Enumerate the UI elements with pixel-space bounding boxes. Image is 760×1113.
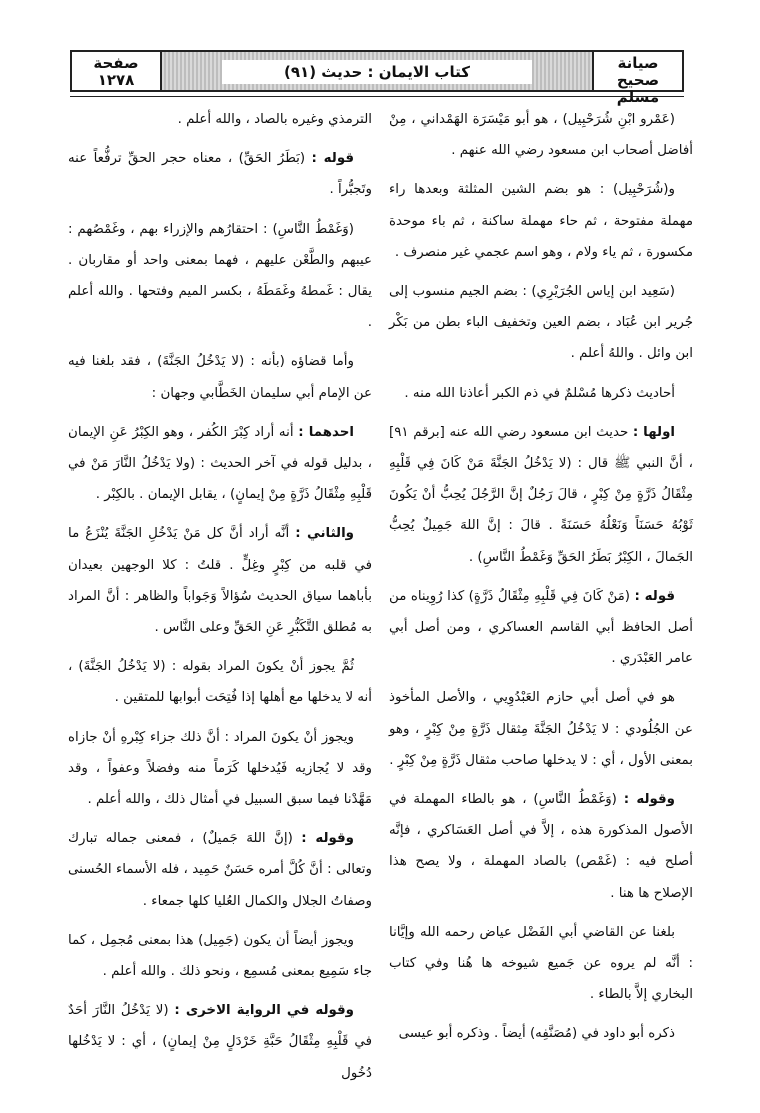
paragraph-text: ويجوز أنْ يكونَ المراد : أنَّ ذلك جزاء كِبْرهِ أنْ جازاه وقد لا يُجازيه فَيُدخلها كَرَماً منه وفضلاً وعفواً ، وقد مَهَّدْنا فيما سبق السبيل في أمثال ذلك ، والله أعلم . bbox=[68, 729, 372, 808]
paragraph bbox=[68, 346, 372, 408]
paragraph bbox=[389, 917, 693, 1011]
paragraph bbox=[389, 174, 693, 268]
book-title-line1: صيانة bbox=[617, 54, 659, 72]
paragraph bbox=[389, 1018, 693, 1049]
paragraph bbox=[68, 823, 372, 917]
paragraph bbox=[68, 518, 372, 643]
paragraph-text: حديث ابن مسعود رضي الله عنه [برقم ٩١] ، أنَّ النبي ﷺ قال : (لا يَدْخُلُ الجَنَّةَ مَنْ كَانَ فِي قَلْبِهِ مِثْقَالُ ذَرَّةٍ مِنْ كِبْرٍ ، قالَ رَجُلٌ إنَّ الرَّجُلَ يُحِبُّ أنْ يَكُونَ ثَوْبُهُ حَسَنَاً وَنَعْلُهُ حَسَنَةً . قالَ : إنَّ اللهَ جَمِيلٌ يُحِبُّ الجَمالَ ، الكِبْرُ بَطَرُ الحَقِّ وَغَمْطُ النَّاسِ) . bbox=[389, 424, 693, 565]
paragraph-lead: وقوله : bbox=[623, 792, 675, 808]
paragraph-text: بلغنا عن القاضي أبي الفَضْل عياض رحمه الله وإيَّانا : أنَّه لم يروه عن جَميع شيوخه ها هُنا وفي كتاب البخاري إلاَّ بالطاء . bbox=[389, 924, 693, 1003]
paragraph bbox=[389, 378, 693, 409]
paragraph-text: (وَغَمْطُ النَّاسِ) : احتقارُهم والإزراء بهم ، وغَمْصُهم : عيبهم والطَّعْن عليهم ، فهما بمعنى واحد أو مقاربان . يقال : غَمطهُ وغَمَطَهُ ، بكسر الميم وفتحها . والله أعلم . bbox=[68, 221, 372, 331]
paragraph-lead: وقوله : bbox=[301, 831, 355, 847]
paragraph bbox=[68, 143, 372, 205]
paragraph-text: (لا يَدْخُلُ النَّارَ أحَدٌ في قَلْبِهِ مِثْقَالُ حَبَّةِ خَرْدَلٍ مِنْ إيمانٍ) ، أي : لا يَدْخُلها دُخُول bbox=[68, 1003, 372, 1081]
paragraph-lead: وقوله في الرواية الاخرى : bbox=[174, 1003, 354, 1019]
paragraph-text: الترمذي وغيره بالصاد ، والله أعلم . bbox=[177, 112, 372, 127]
page-header bbox=[70, 50, 684, 106]
paragraph bbox=[389, 682, 693, 776]
right-column bbox=[389, 104, 693, 1058]
paragraph-text: (عَمْرو ابْنِ شُرَحْبِيل) ، هو أبو مَيْسَرَة الهَمْداني ، مِنْ أفاضل أصحاب ابن مسعود رضي الله عنهم . bbox=[389, 112, 693, 159]
paragraph bbox=[389, 784, 693, 909]
book-title-line2: صحيح مسلم bbox=[616, 71, 660, 106]
page-label: صفحة bbox=[93, 54, 139, 72]
paragraph-lead: قوله : bbox=[311, 151, 354, 167]
paragraph-text: أحاديث ذكرها مُسْلمٌ في ذم الكبر أعاذنا الله منه . bbox=[404, 385, 675, 401]
paragraph bbox=[68, 722, 372, 816]
paragraph-text: هو في أصل أبي حازم العَبْدُوِيي ، والأصل المأخوذ عن الجُلُودي : لا يَدْخُلُ الجَنَّةَ مِثقال ذَرَّةٍ مِنْ كِبْرٍ ، وهو بمعنى الأول ، أي : لا يدخلها صاحب مثقال ذَرَّةٍ مِنْ كِبْرٍ . bbox=[389, 690, 693, 768]
book-title-box bbox=[592, 50, 684, 106]
paragraph bbox=[389, 104, 693, 166]
paragraph-text: وأما قضاؤه (بأنه : (لا يَدْخُلُ الجَنَّةَ) ، فقد بلغنا فيه عن الإمام أبي سليمان الخَطَّابي وجهان : bbox=[68, 354, 372, 401]
paragraph bbox=[68, 651, 372, 713]
paragraph bbox=[68, 995, 372, 1089]
paragraph-text: أنَّه أراد أنَّ كل مَنْ يَدْخُلِ الجَنَّةَ يُنْزَعُ ما في قلبه من كِبْرٍ وغِلٍّ . قلتُ : كلا الوجهين بعيدان بأباهما سياق الحديث سُؤالاً وَجَواباً والظاهر : أنَّ المراد به مُطلق التَّكَبُّرِ عَنِ الحَقِّ وعلى النَّاس . bbox=[68, 526, 372, 636]
page-number-box bbox=[70, 50, 162, 92]
chapter-title: كتاب الايمان : حديث (٩١) bbox=[222, 60, 532, 84]
paragraph-text: (سَعِيد ابن إياس الجُرَيْرِي) : بضم الجيم منسوب إلى جُرير ابن عُبَاد ، بضم العين وتخفيف الباء بطن من بَكْر ابن وائل . واللهُ أعلم . bbox=[389, 284, 693, 362]
paragraph bbox=[68, 214, 372, 339]
page-number: ١٢٧٨ bbox=[97, 71, 135, 89]
paragraph-lead: والثاني : bbox=[295, 526, 354, 542]
paragraph-text: (وَغَمْطُ النَّاسِ) ، هو بالطاء المهملة في الأصول المذكورة هذه ، إلاَّ في أصل العَسَاكري ، فإنَّه أصلح فيه : (غَمْص) بالصاد المهملة ، ولا يصح هذا الإصلاح ها هنا . bbox=[389, 792, 693, 901]
paragraph-lead: احدهما : bbox=[298, 424, 354, 440]
paragraph-text: ويجوز أيضاً أن يكون (جَمِيل) هذا بمعنى مُجمِل ، كما جاء سَمِيع بمعنى مُسمِع ، ونحو ذلك . والله أعلم . bbox=[68, 932, 372, 980]
paragraph bbox=[389, 276, 693, 370]
paragraph-lead: اولها : bbox=[632, 424, 675, 440]
paragraph bbox=[389, 417, 693, 573]
paragraph-text: (إنَّ اللهَ جَميلٌ) ، فمعنى جماله تبارك وتعالى : أنَّ كُلَّ أمره حَسَنٌ حَمِيد ، فله الأسماء الحُسنى وصفاتُ الجلال والكمال العُليا كلها جمعاء . bbox=[68, 831, 372, 909]
paragraph-text: أنه أراد كِبْرَ الكُفر ، وهو الكِبْرُ عَنِ الإيمان ، بدليل قوله في آخر الحديث : (ولا يَدْخُلُ النَّارَ مَنْ في قَلْبِهِ مِثْقَالُ ذَرَّةٍ مِنْ إيمانٍ) ، يقابل الإيمان . بالكِبْر . bbox=[68, 424, 372, 503]
paragraph-lead: قوله : bbox=[634, 588, 675, 604]
paragraph bbox=[68, 417, 372, 511]
paragraph-text: و(شُرَحْبِيل) : هو بضم الشين المثلثة وبعدها راء مهملة مفتوحة ، ثم حاء مهملة ساكنة ، ثم باء موحدة مكسورة ، ثم ياء ولام ، وهو اسم عجمي غير منصرف . bbox=[389, 182, 693, 260]
paragraph-text: (مَنْ كَانَ فِي قَلْبِهِ مِثْقَالُ ذَرَّةٍ) كذا رُوِيناه من أصل الحافظ أبي القاسم العساكري ، ومن أصل أبي عامر العَبْدَري . bbox=[389, 588, 693, 667]
paragraph-text: (بَطَرُ الحَقِّ) ، معناه حجر الحقِّ ترفُّعاً عنه وتَجبُّراً . bbox=[68, 151, 372, 198]
header-divider bbox=[70, 96, 684, 97]
left-column bbox=[68, 104, 372, 1097]
paragraph bbox=[389, 581, 693, 675]
paragraph bbox=[68, 925, 372, 987]
paragraph bbox=[68, 104, 372, 135]
paragraph-text: ذكره أبو داود في (مُصَنَّفِه) أيضاً . وذكره أبو عيسى bbox=[398, 1026, 675, 1042]
paragraph-text: ثُمَّ يجوز أنْ يكونَ المراد بقوله : (لا يَدْخُلُ الجَنَّةَ) ، أنه لا يدخلها مع أهلها إذا فُتِحَت أبوابها للمتقين . bbox=[68, 659, 372, 706]
